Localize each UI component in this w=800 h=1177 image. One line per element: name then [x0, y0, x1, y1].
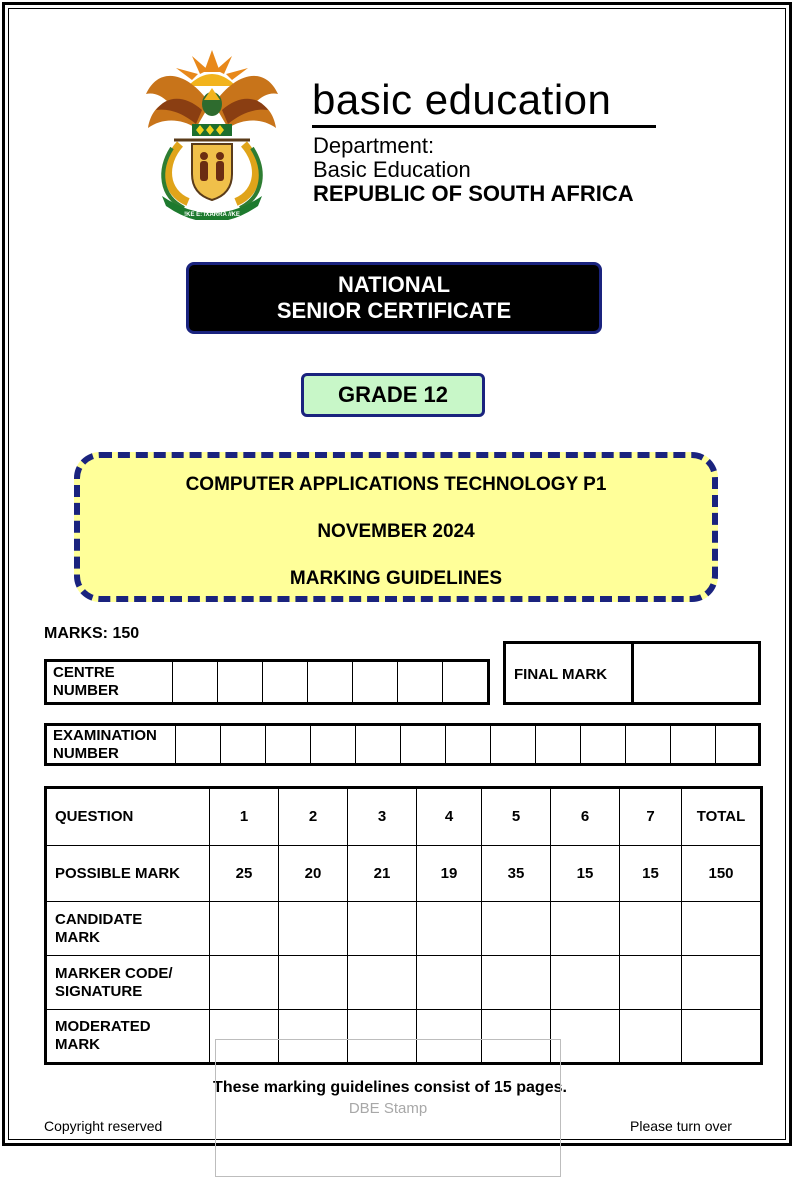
centre-number-field — [44, 659, 490, 705]
final-mark-field — [503, 641, 761, 705]
marker-code-cell[interactable] — [482, 956, 551, 1010]
examination-number-cell[interactable] — [535, 726, 580, 763]
possible-mark-value: 35 — [482, 846, 551, 902]
marker-code-cell[interactable] — [682, 956, 762, 1010]
centre-number-label-line-1: CENTRE — [53, 664, 115, 681]
copyright-notice: Copyright reserved — [44, 1118, 163, 1134]
table-row-question — [46, 788, 762, 846]
examination-number-cell[interactable] — [355, 726, 400, 763]
candidate-mark-cell[interactable] — [279, 902, 348, 956]
question-number: 7 — [620, 788, 682, 846]
question-number: 3 — [348, 788, 417, 846]
examination-number-cell[interactable] — [625, 726, 670, 763]
candidate-mark-cell[interactable] — [210, 902, 279, 956]
examination-number-cell[interactable] — [490, 726, 535, 763]
marker-code-cell[interactable] — [279, 956, 348, 1010]
question-number: 1 — [210, 788, 279, 846]
examination-number-label — [47, 726, 175, 763]
question-header: QUESTION — [46, 788, 210, 846]
centre-number-label — [47, 662, 172, 702]
coat-of-arms-logo — [140, 44, 284, 220]
examination-number-label-line-2: NUMBER — [53, 744, 119, 762]
question-number: 6 — [551, 788, 620, 846]
marks-total-label: MARKS: 150 — [44, 625, 140, 642]
marker-code-cell[interactable] — [620, 956, 682, 1010]
subject-panel — [74, 452, 718, 602]
dbe-stamp-label: DBE Stamp — [348, 1100, 428, 1117]
subject-name: COMPUTER APPLICATIONS TECHNOLOGY P1 — [185, 474, 607, 495]
candidate-mark-cell[interactable] — [551, 902, 620, 956]
table-row-possible-mark — [46, 846, 762, 902]
marker-code-header-line-2: SIGNATURE — [55, 982, 143, 1000]
marker-code-header — [46, 956, 210, 1010]
country-name: REPUBLIC OF SOUTH AFRICA — [313, 181, 634, 206]
examination-number-label-line-1: EXAMINATION — [53, 726, 157, 744]
marker-code-cell[interactable] — [348, 956, 417, 1010]
question-number: 5 — [482, 788, 551, 846]
candidate-mark-cell[interactable] — [417, 902, 482, 956]
centre-number-cell[interactable] — [172, 662, 217, 702]
examination-number-cell[interactable] — [580, 726, 625, 763]
certificate-line-2: SENIOR CERTIFICATE — [276, 298, 512, 323]
examination-number-cell[interactable] — [445, 726, 490, 763]
possible-mark-value: 15 — [620, 846, 682, 902]
centre-number-cell[interactable] — [397, 662, 442, 702]
marker-code-header-line-1: MARKER CODE/ — [55, 964, 173, 982]
document-type: MARKING GUIDELINES — [289, 568, 503, 589]
moderated-mark-header-line-2: MARK — [55, 1036, 100, 1053]
centre-number-cell[interactable] — [217, 662, 262, 702]
candidate-mark-cell[interactable] — [682, 902, 762, 956]
centre-number-cell[interactable] — [262, 662, 307, 702]
department-label: Department: — [313, 133, 435, 158]
examination-number-cell[interactable] — [310, 726, 355, 763]
moderated-mark-header-line-1: MODERATED — [55, 1018, 151, 1035]
table-row-marker-code — [46, 956, 762, 1010]
grade-badge: GRADE 12 — [301, 373, 485, 417]
exam-session: NOVEMBER 2024 — [317, 521, 475, 542]
final-mark-label: FINAL MARK — [506, 644, 634, 702]
centre-number-cell[interactable] — [352, 662, 397, 702]
page-count-note: These marking guidelines consist of 15 pages. — [213, 1079, 567, 1096]
candidate-mark-cell[interactable] — [620, 902, 682, 956]
marker-code-cell[interactable] — [417, 956, 482, 1010]
examination-number-cell[interactable] — [175, 726, 220, 763]
table-row-candidate-mark — [46, 902, 762, 956]
brand-divider — [312, 125, 656, 128]
possible-mark-value: 25 — [210, 846, 279, 902]
possible-mark-total: 150 — [682, 846, 762, 902]
marks-table — [44, 786, 763, 1065]
moderated-mark-cell[interactable] — [682, 1010, 762, 1064]
moderated-mark-header — [46, 1010, 210, 1064]
examination-number-cell[interactable] — [670, 726, 715, 763]
candidate-mark-header — [46, 902, 210, 956]
examination-number-cell[interactable] — [220, 726, 265, 763]
candidate-mark-cell[interactable] — [348, 902, 417, 956]
certificate-banner — [186, 262, 602, 334]
moderated-mark-cell[interactable] — [620, 1010, 682, 1064]
final-mark-value[interactable] — [634, 644, 758, 702]
examination-number-cell[interactable] — [400, 726, 445, 763]
marker-code-cell[interactable] — [551, 956, 620, 1010]
examination-number-cell[interactable] — [715, 726, 758, 763]
question-number: 2 — [279, 788, 348, 846]
possible-mark-value: 20 — [279, 846, 348, 902]
brand-title: basic education — [312, 76, 612, 123]
possible-mark-value: 19 — [417, 846, 482, 902]
total-header: TOTAL — [682, 788, 762, 846]
possible-mark-value: 21 — [348, 846, 417, 902]
possible-mark-value: 15 — [551, 846, 620, 902]
department-name: Basic Education — [313, 157, 471, 182]
candidate-mark-header-line-1: CANDIDATE — [55, 910, 143, 928]
certificate-line-1: NATIONAL — [337, 272, 451, 297]
centre-number-cell[interactable] — [307, 662, 352, 702]
examination-number-cell[interactable] — [265, 726, 310, 763]
centre-number-label-line-2: NUMBER — [53, 682, 119, 699]
candidate-mark-cell[interactable] — [482, 902, 551, 956]
candidate-mark-header-line-2: MARK — [55, 928, 100, 946]
possible-mark-header: POSSIBLE MARK — [46, 846, 210, 902]
question-number: 4 — [417, 788, 482, 846]
marker-code-cell[interactable] — [210, 956, 279, 1010]
motto-ribbon-text: !KE E: /XARRA //KE — [184, 212, 240, 218]
turn-over-notice: Please turn over — [630, 1118, 732, 1134]
examination-number-field — [44, 723, 761, 766]
centre-number-cell[interactable] — [442, 662, 487, 702]
